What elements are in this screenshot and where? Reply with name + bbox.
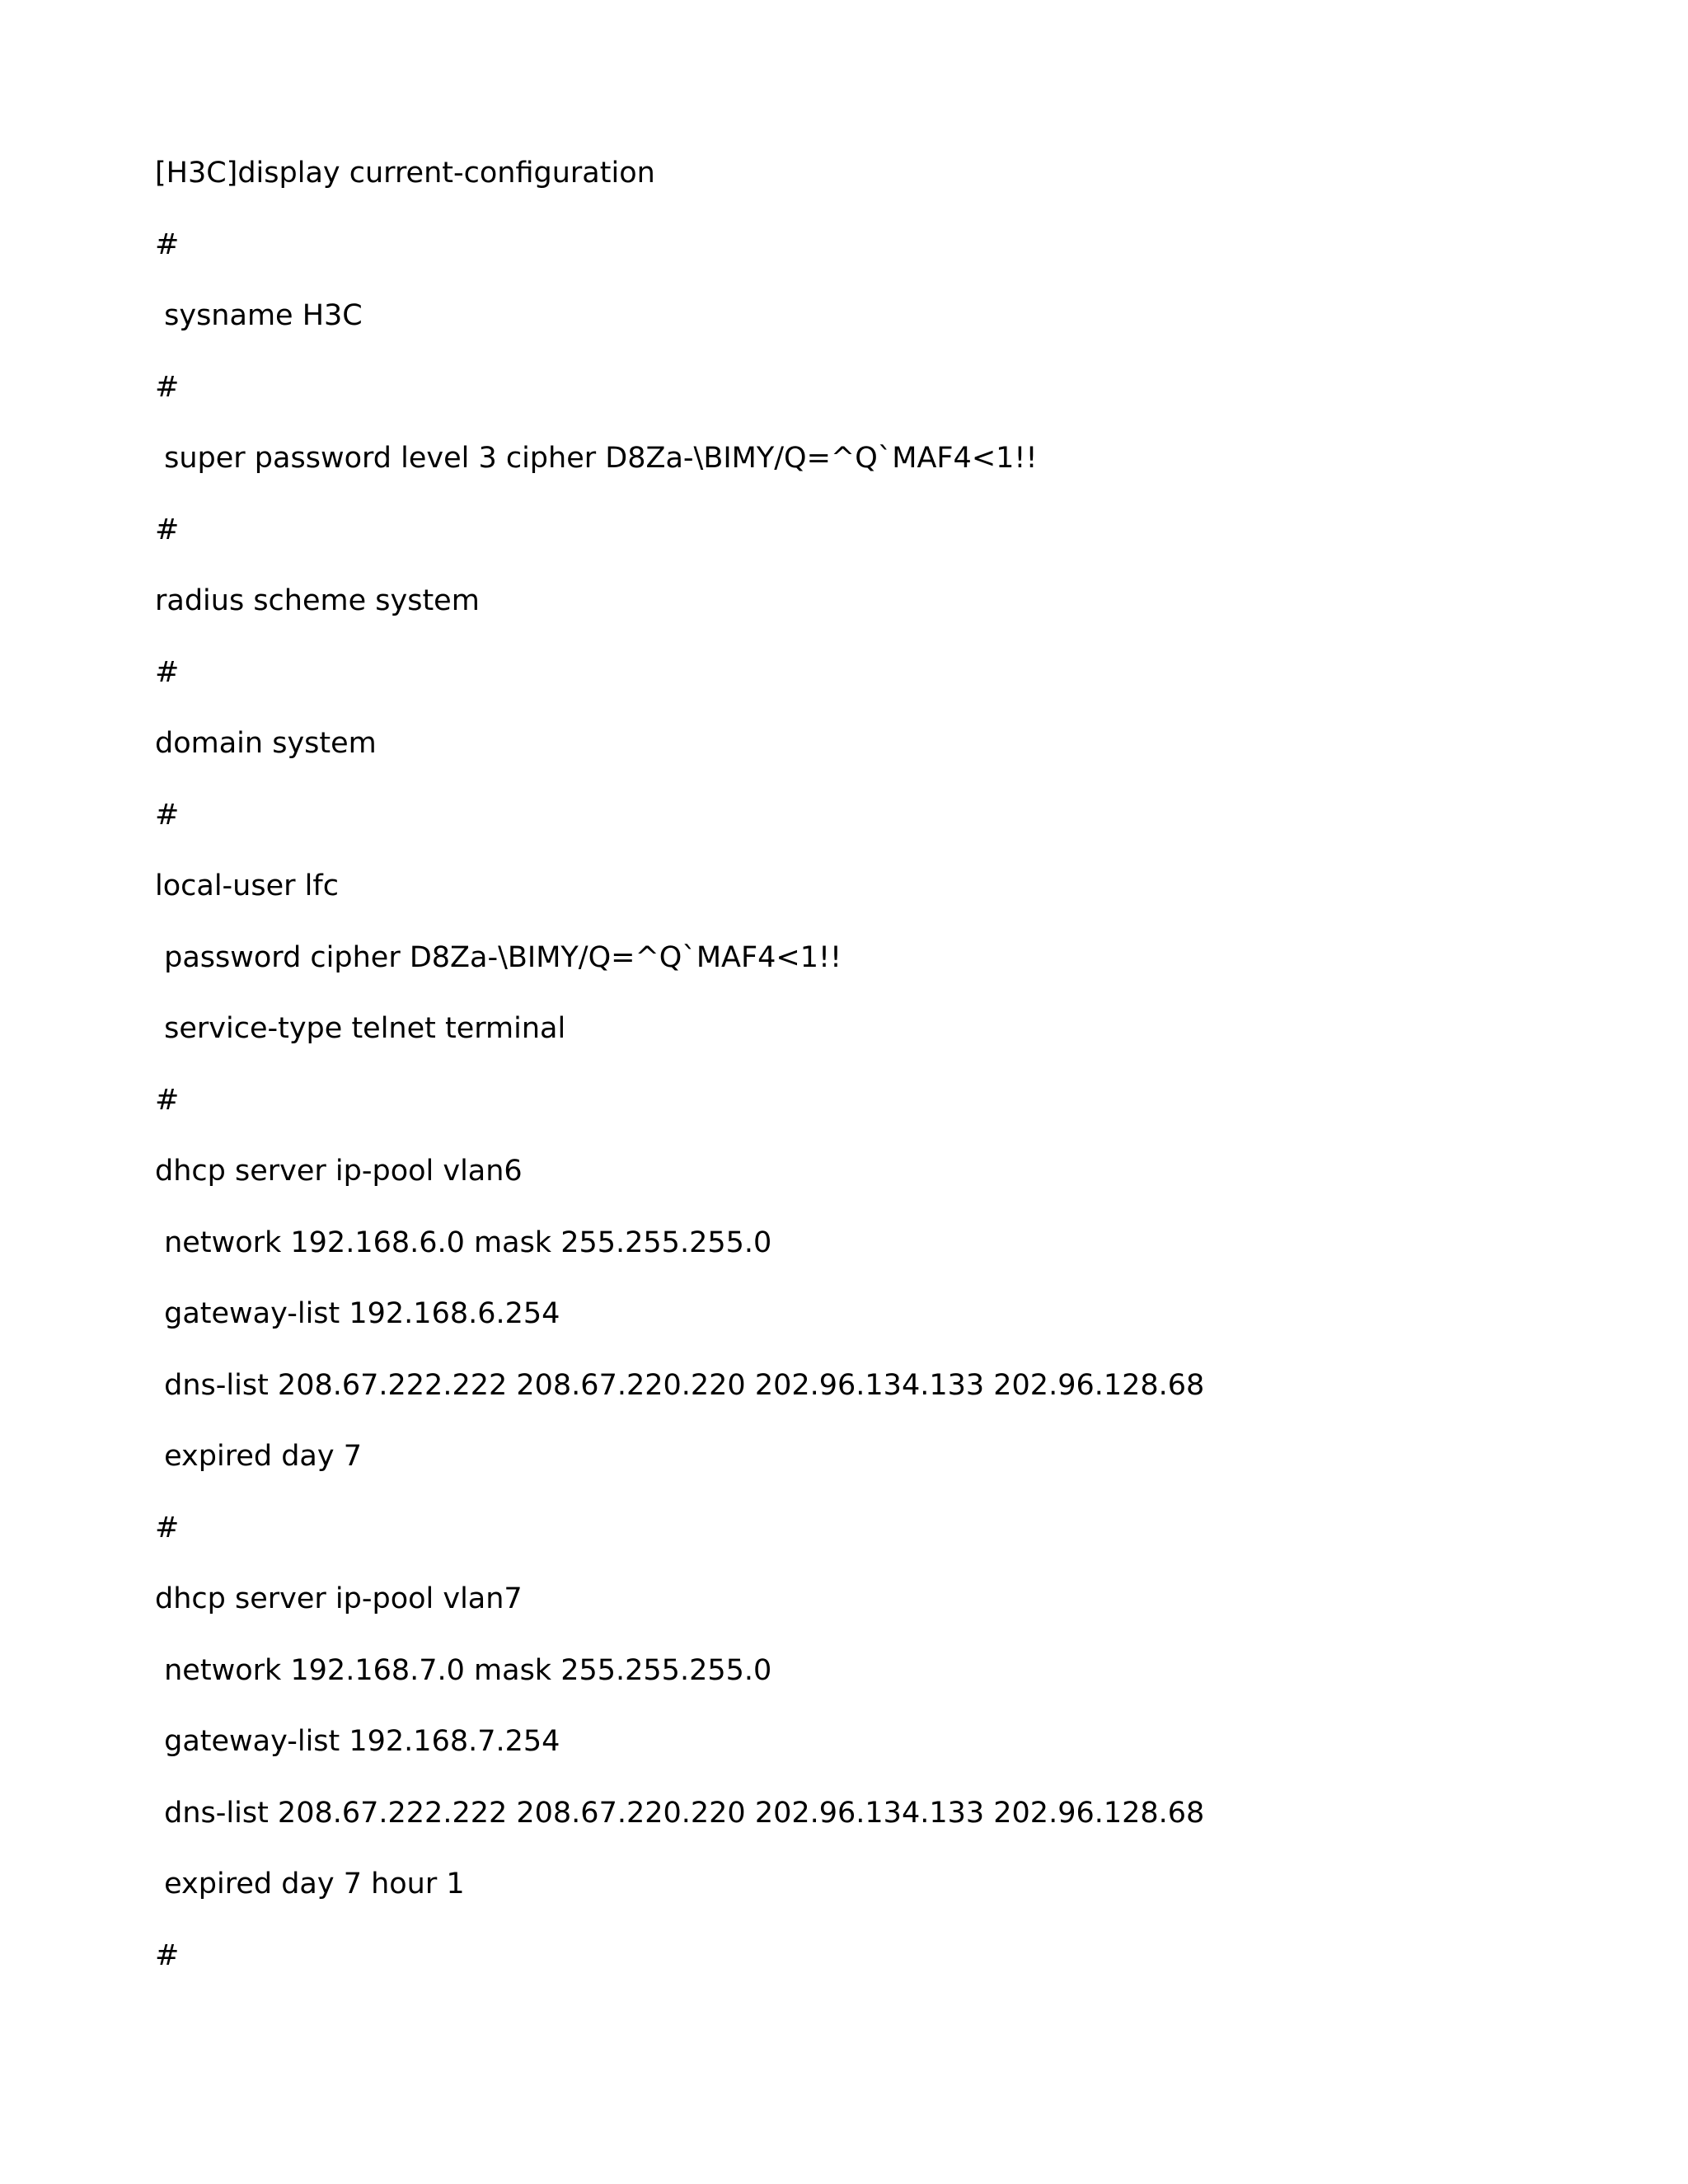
config-line: network 192.168.7.0 mask 255.255.255.0 (155, 1653, 772, 1687)
config-line: password cipher D8Za-\BIMY/Q=^Q`MAF4<1!! (155, 940, 842, 974)
separator-line: # (155, 655, 180, 689)
config-line: network 192.168.6.0 mask 255.255.255.0 (155, 1226, 772, 1259)
separator-line: # (155, 1083, 180, 1117)
command-line: [H3C]display current-configuration (155, 157, 655, 190)
config-line: expired day 7 hour 1 (155, 1868, 465, 1900)
config-line: dns-list 208.67.222.222 208.67.220.220 202.96.134.133 202.96.128.68 (155, 1368, 1205, 1402)
separator-line: # (155, 513, 180, 546)
config-line: sysname H3C (155, 299, 363, 332)
config-line: local-user lfc (155, 869, 339, 902)
configuration-listing (155, 147, 1622, 2000)
separator-line: # (155, 227, 180, 261)
separator-line: # (155, 1938, 180, 1972)
config-line: expired day 7 (155, 1440, 362, 1473)
separator-line: # (155, 798, 180, 832)
separator-line: # (155, 1511, 180, 1544)
config-line: dhcp server ip-pool vlan6 (155, 1155, 523, 1188)
config-line: radius scheme system (155, 584, 480, 617)
config-line: gateway-list 192.168.7.254 (155, 1725, 560, 1758)
config-line: dns-list 208.67.222.222 208.67.220.220 202.96.134.133 202.96.128.68 (155, 1796, 1205, 1830)
config-line: gateway-list 192.168.6.254 (155, 1297, 560, 1330)
config-line: dhcp server ip-pool vlan7 (155, 1582, 523, 1615)
config-line: domain system (155, 727, 377, 760)
separator-line: # (155, 370, 180, 404)
config-line: service-type telnet terminal (155, 1012, 566, 1045)
config-line: super password level 3 cipher D8Za-\BIMY/Q=^Q`MAF4<1!! (155, 442, 1038, 475)
